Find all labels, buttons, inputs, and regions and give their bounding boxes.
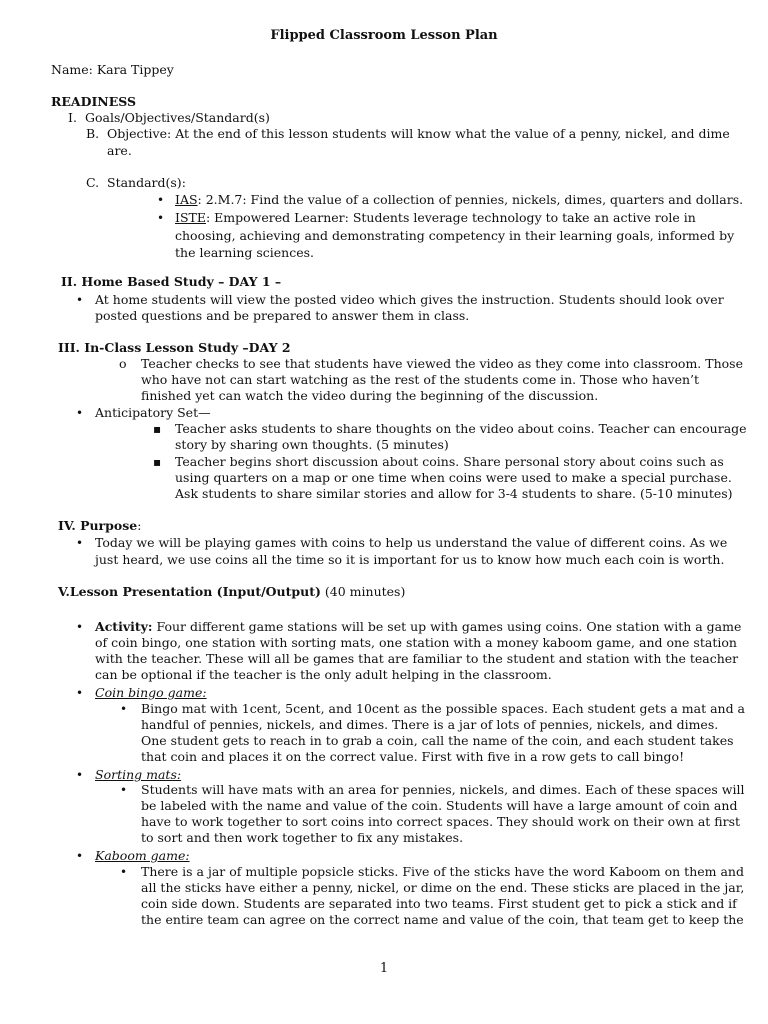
coin-bingo-line-3: One student gets to reach in to grab a coin, call the name of the coin, and each student takes — [141, 733, 734, 748]
bullet-icon: • — [76, 768, 84, 782]
activity-line-4: can be optional if the teacher is the only adult helping in the classroom. — [95, 667, 552, 682]
goals-heading: Goals/Objectives/Standard(s) — [85, 110, 270, 125]
coin-bingo-line-2: handful of pennies, nickels, and dimes. There is a jar of lots of pennies, nickels, and dimes. — [141, 717, 719, 732]
page-number: 1 — [379, 961, 389, 976]
discussion-line-2: using quarters on a map or one time when coins were used to make a special purchase. — [175, 470, 732, 485]
share-thoughts-line-2: story by sharing own thoughts. (5 minutes) — [175, 437, 449, 452]
sorting-mats-heading: Sorting mats: — [95, 767, 182, 782]
iste-standard-line-3: the learning sciences. — [175, 245, 314, 260]
bullet-icon: • — [120, 783, 128, 797]
coin-bingo-line-1: Bingo mat with 1cent, 5cent, and 10cent as the possible spaces. Each student gets a mat and a — [141, 701, 745, 716]
purpose-heading: IV. Purpose: — [58, 518, 142, 533]
purpose-line-2: just heard, we use coins all the time so it is important for us to know how much each coin is worth. — [95, 552, 725, 567]
bullet-icon: • — [76, 620, 84, 634]
bullet-icon: • — [76, 293, 84, 307]
objective-line-2: are. — [107, 143, 132, 158]
activity-label: Activity: — [95, 619, 153, 634]
kaboom-line-4: the entire team can agree on the correct name and value of the coin, that team get to keep the — [141, 912, 744, 927]
activity-line-2: of coin bingo, one station with sorting mats, one station with a money kaboom game, and one station — [95, 635, 737, 650]
square-bullet-icon: ▪ — [153, 455, 162, 469]
sorting-mats-line-1: Students will have mats with an area for pennies, nickels, and dimes. Each of these spaces will — [141, 782, 745, 797]
coin-bingo-heading: Coin bingo game: — [95, 685, 207, 700]
video-check-line-1: Teacher checks to see that students have viewed the video as they come into classroom. Those — [141, 356, 743, 371]
discussion-line-1: Teacher begins short discussion about coins. Share personal story about coins such as — [175, 454, 724, 469]
bullet-icon: • — [157, 211, 165, 225]
activity-line-1: Activity: Four different game stations will be set up with games using coins. One station with a game — [95, 619, 742, 634]
author-name-line: Name: Kara Tippey — [51, 62, 174, 77]
objective-line-1: Objective: At the end of this lesson students will know what the value of a penny, nickel, and dime — [107, 126, 730, 141]
sorting-mats-line-3: have to work together to sort coins into correct spaces. They should work on their own at first — [141, 814, 741, 829]
home-study-line-1: At home students will view the posted video which gives the instruction. Students should look over — [95, 292, 724, 307]
bullet-icon: • — [76, 849, 84, 863]
anticipatory-set: Anticipatory Set— — [95, 405, 211, 420]
objective-item-letter: B. — [86, 126, 100, 141]
readiness-heading: READINESS — [51, 94, 137, 109]
bullet-icon: • — [120, 702, 128, 716]
ias-label: IAS — [175, 192, 198, 207]
document-title: Flipped Classroom Lesson Plan — [270, 28, 498, 43]
bullet-icon: • — [157, 193, 165, 207]
circle-bullet-icon: o — [119, 356, 127, 371]
purpose-line-1: Today we will be playing games with coins to help us understand the value of different coins. As we — [95, 535, 728, 550]
lesson-presentation-heading: V.Lesson Presentation (Input/Output) (40 minutes) — [58, 584, 406, 599]
video-check-line-3: finished yet can watch the video during the beginning of the discussion. — [141, 388, 599, 403]
standards-heading: Standard(s): — [107, 175, 186, 190]
home-study-line-2: posted questions and be prepared to answer them in class. — [95, 308, 470, 323]
standards-item-letter: C. — [86, 175, 100, 190]
bullet-icon: • — [76, 686, 84, 700]
bullet-icon: • — [76, 536, 84, 550]
in-class-heading: III. In-Class Lesson Study –DAY 2 — [58, 340, 291, 355]
ias-standard-line: IAS: 2.M.7: Find the value of a collection of pennies, nickels, dimes, quarters and dollars. — [175, 192, 744, 207]
sorting-mats-line-4: to sort and then work together to fix any mistakes. — [141, 830, 464, 845]
objective-label: Objective: — [107, 126, 172, 141]
discussion-line-3: Ask students to share similar stories and allow for 3-4 students to share. (5-10 minutes) — [175, 486, 733, 501]
iste-label: ISTE — [175, 210, 206, 225]
goals-item-number: I. — [68, 110, 77, 125]
kaboom-line-1: There is a jar of multiple popsicle sticks. Five of the sticks have the word Kaboom on them and — [141, 864, 744, 879]
kaboom-line-2: all the sticks have either a penny, nickel, or dime on the end. These sticks are placed in the jar, — [141, 880, 745, 895]
activity-line-3: with the teacher. These will all be games that are familiar to the student and station with the teacher — [95, 651, 739, 666]
iste-standard-line-2: choosing, achieving and demonstrating competency in their learning goals, informed by — [175, 228, 735, 243]
sorting-mats-line-2: be labeled with the name and value of the coin. Students will have a large amount of coin and — [141, 798, 738, 813]
video-check-line-2: who have not can start watching as the rest of the students come in. Those who haven’t — [141, 372, 700, 387]
square-bullet-icon: ▪ — [153, 422, 162, 436]
iste-standard-line-1: ISTE: Empowered Learner: Students leverage technology to take an active role in — [175, 210, 696, 225]
home-study-heading: II. Home Based Study – DAY 1 – — [61, 274, 282, 289]
kaboom-line-3: coin side down. Students are separated into two teams. First student get to pick a stick and if — [141, 896, 737, 911]
coin-bingo-line-4: that coin and places it on the correct value. First with five in a row gets to call bingo! — [141, 749, 685, 764]
bullet-icon: • — [76, 406, 84, 420]
kaboom-game-heading: Kaboom game: — [95, 848, 190, 863]
bullet-icon: • — [120, 865, 128, 879]
share-thoughts-line-1: Teacher asks students to share thoughts on the video about coins. Teacher can encourage — [175, 421, 747, 436]
